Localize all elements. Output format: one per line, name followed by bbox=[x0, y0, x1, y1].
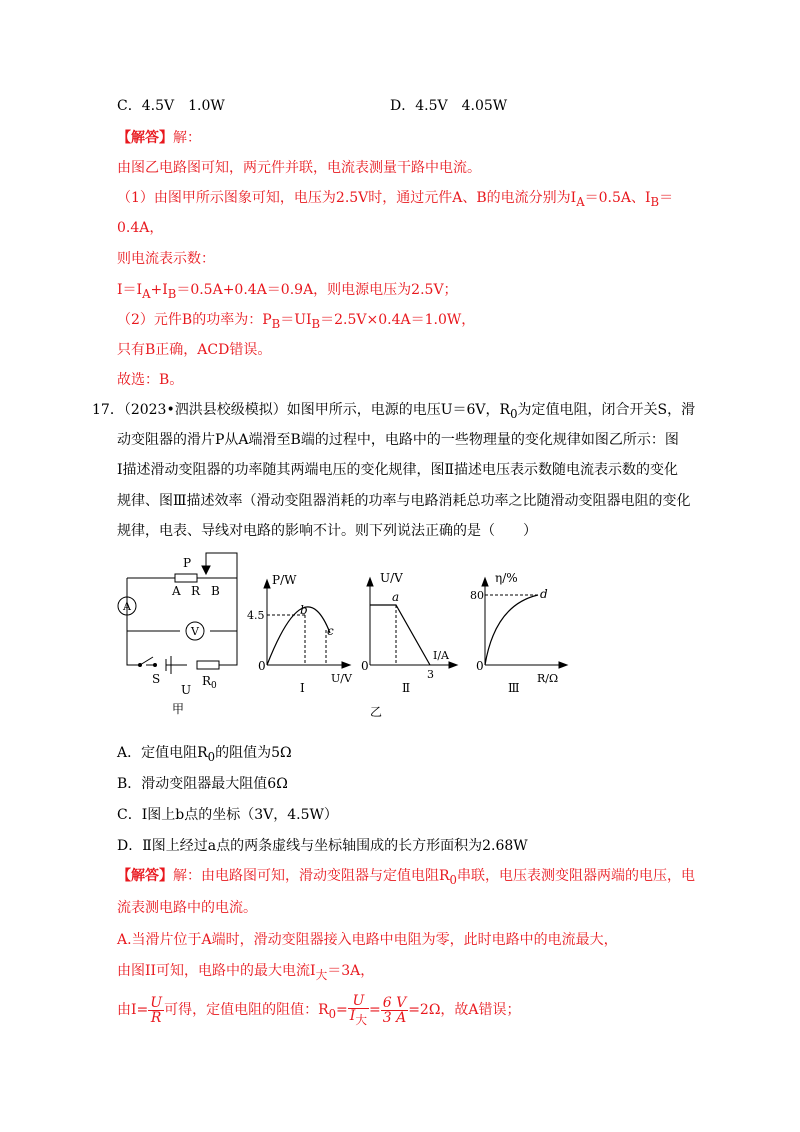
text: 的阻值为5Ω bbox=[215, 745, 292, 761]
text: 由I= bbox=[117, 1002, 149, 1018]
subscript: A bbox=[142, 286, 151, 301]
label-b: B bbox=[211, 584, 220, 598]
g3-ylabel: η/% bbox=[495, 571, 518, 585]
subscript: B bbox=[271, 316, 281, 331]
text: 可得，定值电阻的阻值：R bbox=[164, 1002, 329, 1018]
ammeter-icon: A bbox=[123, 600, 131, 613]
g3-xlabel: R/Ω bbox=[537, 672, 559, 685]
numerator: U bbox=[348, 994, 369, 1009]
caption-jia: 甲 bbox=[172, 702, 185, 716]
g1-point-c: c bbox=[327, 624, 334, 638]
choice-a bbox=[117, 743, 292, 767]
text: ＝UI bbox=[280, 312, 312, 328]
caption-yi: 乙 bbox=[370, 705, 383, 719]
subscript: 0 bbox=[510, 406, 518, 421]
g2-point-a: a bbox=[392, 590, 400, 604]
label-r0: $R_0$ bbox=[202, 674, 217, 691]
solution-17-line5 bbox=[117, 992, 521, 1032]
numerator: U bbox=[150, 994, 163, 1011]
choice-d: D．Ⅱ图上经过a点的两条虚线与坐标轴围成的长方形面积为2.68W bbox=[117, 838, 528, 854]
fraction-6v-over-3a bbox=[381, 996, 408, 1025]
label-u: U bbox=[181, 683, 192, 697]
solution-17-line3: A.当滑片位于A端时，滑动变阻器接入电路中电阻为零，此时电路中的电流最大， bbox=[117, 932, 618, 948]
denominator: R bbox=[150, 1009, 162, 1026]
subscript: 大 bbox=[315, 967, 328, 982]
text: = bbox=[336, 1002, 348, 1018]
solution-16-line4: 则电流表示数： bbox=[117, 251, 215, 267]
label-p: P bbox=[183, 556, 192, 570]
question-number: 17． bbox=[92, 402, 124, 418]
label-a: A bbox=[172, 584, 181, 598]
subscript: 0 bbox=[328, 1006, 337, 1021]
text: +I bbox=[150, 282, 168, 298]
subscript: B bbox=[650, 194, 660, 209]
solution-jie: 解： bbox=[173, 130, 201, 146]
solution-17-line4 bbox=[117, 961, 374, 985]
text: （1）由图甲所示图象可知，电压为2.5V时，通过元件A、B的电流分别为I bbox=[117, 190, 577, 206]
g2-ylabel: U/V bbox=[380, 571, 403, 585]
option-c-prev: C．4.5V 1.0W bbox=[117, 98, 225, 114]
fraction-u-over-imax bbox=[348, 994, 369, 1027]
choice-c: C．Ⅰ图上b点的坐标（3V，4.5W） bbox=[117, 807, 338, 823]
g1-caption: Ⅰ bbox=[300, 681, 305, 695]
numerator: 6 V bbox=[382, 994, 407, 1011]
g2-line bbox=[370, 605, 430, 665]
fraction-u-over-r bbox=[148, 996, 164, 1025]
question-17-line5: 规律，电表、导线对电路的影响不计。则下列说法正确的是（ ） bbox=[117, 523, 537, 539]
g2-xtick: 3 bbox=[427, 668, 434, 681]
g1-curve bbox=[267, 607, 330, 665]
text: =2Ω，故A错误； bbox=[408, 1002, 521, 1018]
text: I bbox=[349, 1007, 356, 1024]
subscript: A bbox=[576, 194, 585, 209]
g3-curve bbox=[485, 595, 538, 665]
label-s: S bbox=[152, 672, 161, 686]
question-17-line4: 规律、图Ⅲ描述效率（滑动变阻器消耗的功率与电路消耗总功率之比随滑动变阻器电阻的变化 bbox=[117, 493, 691, 509]
solution-tag: 【解答】 bbox=[117, 130, 173, 146]
text: ＝2.5V×0.4A＝1.0W， bbox=[320, 312, 476, 328]
switch-s bbox=[140, 657, 153, 665]
g3-caption: Ⅲ bbox=[508, 681, 520, 695]
text: 串联，电压表测变阻器两端的电压，电 bbox=[456, 868, 695, 884]
subscript: 0 bbox=[207, 749, 216, 764]
denominator bbox=[348, 1009, 369, 1027]
subscript: B bbox=[167, 286, 177, 301]
g3-origin: 0 bbox=[476, 659, 484, 673]
voltmeter-icon: V bbox=[191, 625, 199, 638]
text: （2023•泗洪县校级模拟）如图甲所示，电源的电压U＝6V，R bbox=[123, 402, 511, 418]
g1-origin: 0 bbox=[258, 659, 266, 673]
option-d-prev: D．4.5V 4.05W bbox=[390, 98, 508, 114]
text: A．定值电阻R bbox=[117, 745, 208, 761]
text: = bbox=[368, 1002, 381, 1018]
g2-caption: Ⅱ bbox=[402, 681, 411, 695]
g1-ylabel: P/W bbox=[272, 573, 297, 587]
resistor-r0 bbox=[197, 661, 219, 669]
subscript: 0 bbox=[449, 872, 457, 887]
g2-origin: 0 bbox=[361, 659, 369, 673]
denominator: 3 A bbox=[382, 1009, 407, 1026]
g1-xlabel: U/V bbox=[331, 672, 352, 685]
solution-17-line2: 流表测电路中的电流。 bbox=[117, 900, 257, 916]
solution-16-line7: 只有B正确，ACD错误。 bbox=[117, 342, 272, 358]
g1-point-b: b bbox=[300, 603, 308, 617]
subscript: 大 bbox=[355, 1012, 367, 1027]
choice-b: B．滑动变阻器最大阻值6Ω bbox=[117, 776, 288, 792]
text: 为定值电阻，闭合开关S，滑 bbox=[517, 402, 696, 418]
question-17-line3: Ⅰ描述滑动变阻器的功率随其两端电压的变化规律，图Ⅱ描述电压表示数随电流表示数的变化 bbox=[117, 462, 679, 478]
text: 由图II可知，电路中的最大电流I bbox=[117, 963, 316, 979]
text: 解：由电路图可知，滑动变阻器与定值电阻R bbox=[173, 868, 450, 884]
text: ＝0.5A+0.4A＝0.9A，则电源电压为2.5V； bbox=[176, 282, 458, 298]
text: ＝0.5A、I bbox=[584, 190, 651, 206]
solution-16-line8: 故选：B。 bbox=[117, 372, 184, 388]
text: ＝ bbox=[659, 190, 674, 206]
solution-16-line1: 由图乙电路图可知，两元件并联，电流表测量干路中电流。 bbox=[117, 160, 481, 176]
solution-16-line3: 0.4A， bbox=[117, 220, 164, 236]
solution-17-line1 bbox=[117, 866, 695, 890]
g3-point-d: d bbox=[540, 587, 548, 601]
text: ＝3A， bbox=[327, 963, 375, 979]
g1-ytick: 4.5 bbox=[247, 609, 265, 622]
label-r: R bbox=[191, 584, 201, 598]
g1-dash bbox=[267, 615, 326, 665]
solution-tag: 【解答】 bbox=[117, 868, 173, 884]
circuit-wire bbox=[127, 578, 237, 665]
text: （2）元件B的功率为：P bbox=[117, 312, 272, 328]
text: I＝I bbox=[117, 282, 143, 298]
g3-ytick: 80 bbox=[470, 589, 484, 602]
slider-arrow bbox=[202, 566, 210, 574]
rheostat-r bbox=[175, 574, 197, 582]
question-17-line2: 动变阻器的滑片P从A端滑至B端的过程中，电路中的一些物理量的变化规律如图乙所示：图 bbox=[117, 432, 679, 448]
subscript: B bbox=[311, 316, 321, 331]
g2-xlabel: I/A bbox=[433, 649, 449, 662]
